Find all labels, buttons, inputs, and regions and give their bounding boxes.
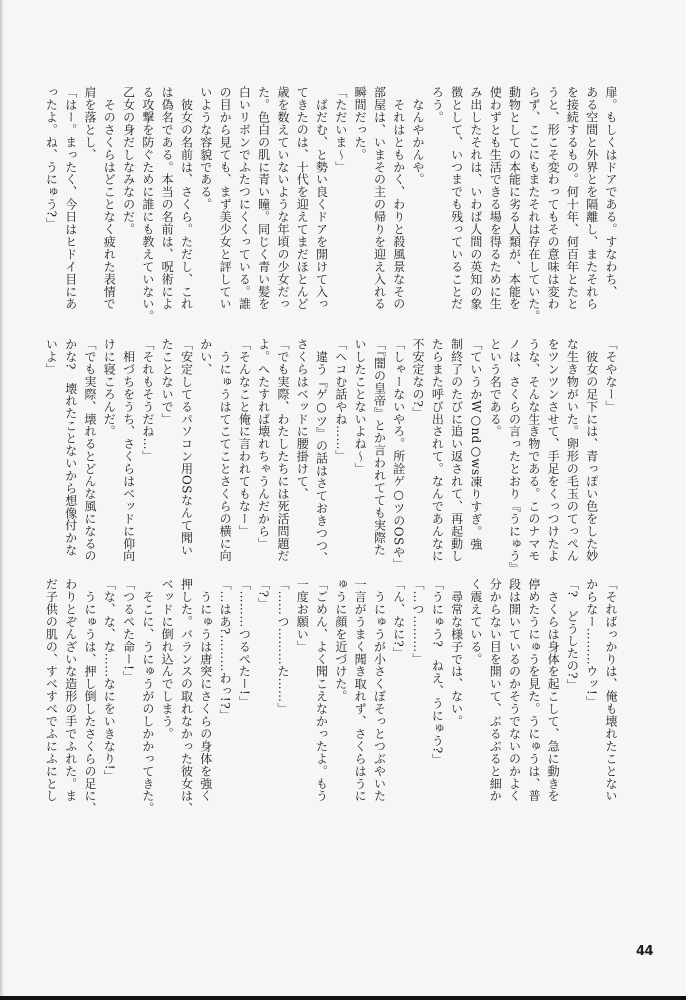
text-column: ったよ。ね、うにゅう?」 xyxy=(44,86,59,230)
text-column: ばだむ、と勢い良くドアを開けて入っ xyxy=(314,86,329,311)
text-column: 相づちをうち、さくらはベッドに仰向 xyxy=(121,338,136,563)
text-column: 使わずとも生活できる場を得るために生 xyxy=(488,86,503,311)
text-column: 「そやなー」 xyxy=(604,338,618,413)
text-column: は偽名である。本当の名前は、呪術によ xyxy=(160,86,175,311)
text-column: 「それもそうだね…」 xyxy=(140,338,155,463)
text-column: 「………つるぺたー!」 xyxy=(237,578,252,708)
text-column: 歳を数えていないような年頃の少女だっ xyxy=(275,86,290,311)
text-column: た。色白の肌に青い瞳。同じく青い髪を xyxy=(256,86,271,311)
text-column: 「そんなこと俺に言われてもなー」 xyxy=(237,338,252,538)
text-column: かい、 xyxy=(198,338,213,376)
text-column: なんやかんや。 xyxy=(411,86,426,186)
text-column: 「つるぺた命ー!」 xyxy=(121,578,136,683)
text-column: 「…つ………」 xyxy=(411,578,426,666)
text-column: さくらは身体を起こして、急に動きを xyxy=(546,578,561,803)
text-column: 押した。バランスの取れなかった彼女は、 xyxy=(179,578,194,815)
text-column: わりとぞんざいな造形の手でふれた。ま xyxy=(63,578,78,803)
text-column: 瞬間だった。 xyxy=(353,86,368,161)
text-column: 「? どうしたの?」 xyxy=(565,578,580,692)
text-column: ろう。 xyxy=(430,86,445,124)
text-column: 「な、な、な……なにをいきなり!」 xyxy=(102,578,117,783)
text-column: 「ごめん、よく聞こえなかったよ。もう xyxy=(314,578,329,803)
text-column: いしたことないよね〜」 xyxy=(353,338,368,475)
text-column: だ子供の肌の、すべすべでふにふにとし xyxy=(44,578,59,803)
text-column: 停めたうにゅうを見た。うにゅうは、普 xyxy=(526,578,541,803)
text-column: 不安定なの?」 xyxy=(411,338,426,420)
text-column: うと、形こそ変わってもその意味は変わ xyxy=(546,86,561,311)
text-column: 彼女の名前は、さくら。ただし、これ xyxy=(179,86,194,311)
text-column: 徴として、いつまでも残っていることだ xyxy=(449,86,464,311)
text-column: 制終了のたびに追い返されて、再起動し xyxy=(449,338,464,563)
text-column: る攻撃を防ぐために誰にも教えていない。 xyxy=(140,86,155,323)
text-column: 「ていうかW○nd○ws凍りすぎ。強 xyxy=(468,338,483,551)
text-column: 「ん、なに?」 xyxy=(391,578,406,660)
text-column: うにゅうが小さくぼそっとつぶやいた xyxy=(372,578,387,803)
page-number: 44 xyxy=(636,944,654,959)
text-column: 分からない目を開いて、ぶるぶると細か xyxy=(488,578,503,803)
text-column: たことないで」 xyxy=(160,338,175,426)
text-column: 扉。もしくはドアである。すなわち、 xyxy=(604,86,618,298)
text-column: それはともかく、わりと殺風景なその xyxy=(391,86,406,311)
text-column: うにゅうはてこてことさくらの横に向 xyxy=(218,338,233,563)
text-block-top xyxy=(41,86,620,323)
text-column: 「そればっかりは、俺も壊れたことない xyxy=(604,578,618,803)
text-column: 肩を落とし、 xyxy=(82,86,97,161)
text-column: 「しゃーないやろ。所詮ゲ○ツのOSや」 xyxy=(391,338,406,571)
scan-edge-bottom xyxy=(0,996,686,1000)
text-column: をツンツンさせて、手足をくっつけたよ xyxy=(546,338,561,563)
text-column: 「ヘコむ話やね……」 xyxy=(333,338,348,463)
text-column: 「?」 xyxy=(256,578,271,610)
text-column: 一言がうまく聞き取れず、さくらはうに xyxy=(353,578,368,803)
text-column: ベッドに倒れ込んでしまう。 xyxy=(160,578,175,740)
text-column: 乙女の身だしなみなのだ。 xyxy=(121,86,136,236)
text-column: いよ」 xyxy=(44,338,59,376)
text-column: 「でも実際、わたしたちには死活問題だ xyxy=(275,338,290,563)
text-column: ある空間と外界とを隔離し、またそれら xyxy=(584,86,599,311)
text-column: 「うにゅう? ねえ、うにゅう?」 xyxy=(430,578,445,767)
text-column: けに寝ころんだ。 xyxy=(102,338,117,438)
text-column: ノは、さくらの言ったとおり『うにゅう』 xyxy=(507,338,522,575)
text-column: 一度お願い」 xyxy=(295,578,310,653)
text-column: うな、そんな生き物である。このナマモ xyxy=(526,338,541,563)
text-column: 「はー。まったく、今日はヒドイ目にあ xyxy=(63,86,78,311)
text-column: な生き物がいた。卵形の毛玉のてっぺん xyxy=(565,338,580,563)
text-column: よ。へたすれば壊れちゃうんだから」 xyxy=(256,338,271,550)
text-column: そのさくらはどことなく疲れた表情で xyxy=(102,86,117,311)
text-column: 段は開いているのかそうでないのかよく xyxy=(507,578,522,803)
text-column: かな? 壊れたことないから想像付かな xyxy=(63,338,78,557)
text-column: らず、ここにもまたそれは存在していた。 xyxy=(526,86,541,323)
text-column: 白いリボンでふたつにくくっている。誰 xyxy=(237,86,252,311)
text-column: 彼女の足下には、青っぽい色をした妙 xyxy=(584,338,599,563)
text-column: の目から見ても、まず美少女と評してい xyxy=(218,86,233,311)
text-column: 動物としての本能に劣る人類が、本能を xyxy=(507,86,522,311)
text-column: 違う『ゲ○ツ』の話はさておきつつ、 xyxy=(314,338,329,565)
text-block-bottom xyxy=(41,578,620,815)
scan-edge-shadow xyxy=(0,0,4,1000)
text-column: うにゅうは、押し倒したさくらの足に、 xyxy=(82,578,97,815)
text-column: く震えている。 xyxy=(468,578,483,666)
text-column: うにゅうは唐突にさくらの身体を強く xyxy=(198,578,213,803)
text-column: 「ただいま〜」 xyxy=(333,86,348,174)
text-column: たらまた呼び出されて。なんであんなに xyxy=(430,338,445,563)
text-block-middle xyxy=(41,338,620,575)
text-column: そこに、うにゅうがのしかかってきた。 xyxy=(140,578,155,815)
text-column: 「……つ………た……」 xyxy=(275,578,290,715)
text-column: さくらはベッドに腰掛けて、 xyxy=(295,338,310,500)
text-column: ゅうに顔を近づけた。 xyxy=(333,578,348,703)
text-column: という名である。 xyxy=(488,338,503,438)
text-column: を接続するもの。何十年、何百年とたと xyxy=(565,86,580,311)
text-column: 「『闇の皇帝』とか言われてても実際た xyxy=(372,338,387,557)
text-column: 「安定してるパソコン用OSなんて聞い xyxy=(179,338,194,557)
text-column: 部屋は、いまその主の帰りを迎え入れる xyxy=(372,86,387,311)
text-column: み出したそれは、いわば人間の英知の象 xyxy=(468,86,483,311)
text-column: からなー………ウッ!」 xyxy=(584,578,599,708)
text-column: 尋常な様子では、ない。 xyxy=(449,578,464,728)
text-column: 「でも実際、壊れるとどんな風になるの xyxy=(82,338,97,563)
text-column: いような容貌である。 xyxy=(198,86,213,211)
text-column: 「…はあ?………わっ!?」 xyxy=(218,578,233,722)
text-column: てきたのは、十代を迎えてまだほとんど xyxy=(295,86,310,311)
